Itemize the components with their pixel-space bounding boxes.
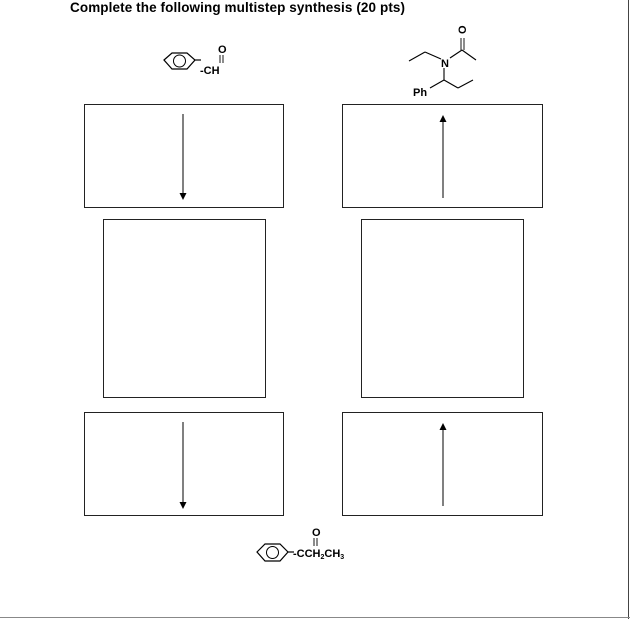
start-aldehyde-group: -CH — [200, 65, 220, 77]
page-edge-right — [628, 0, 629, 619]
intermediate-ketone-group: -CCH2CH3 — [293, 548, 345, 561]
target-phenyl-label: Ph — [413, 87, 428, 99]
up-arrow-right-bottom — [440, 423, 447, 506]
question-title: Complete the following multistep synthesis (20 pts) — [70, 0, 406, 15]
target-nitrogen: N — [441, 58, 449, 70]
down-arrow-left-top — [180, 114, 187, 200]
page-edge-bottom — [0, 617, 630, 618]
benzaldehyde-structure — [164, 44, 227, 77]
down-arrow-left-bottom — [180, 422, 187, 509]
propiophenone-structure — [257, 527, 344, 561]
intermediate-carbonyl-o: O — [312, 527, 321, 539]
target-carbonyl-o: O — [457, 25, 469, 34]
amide-target-structure — [409, 25, 476, 99]
start-carbonyl-o: O — [218, 44, 227, 56]
up-arrow-right-top — [440, 115, 447, 198]
